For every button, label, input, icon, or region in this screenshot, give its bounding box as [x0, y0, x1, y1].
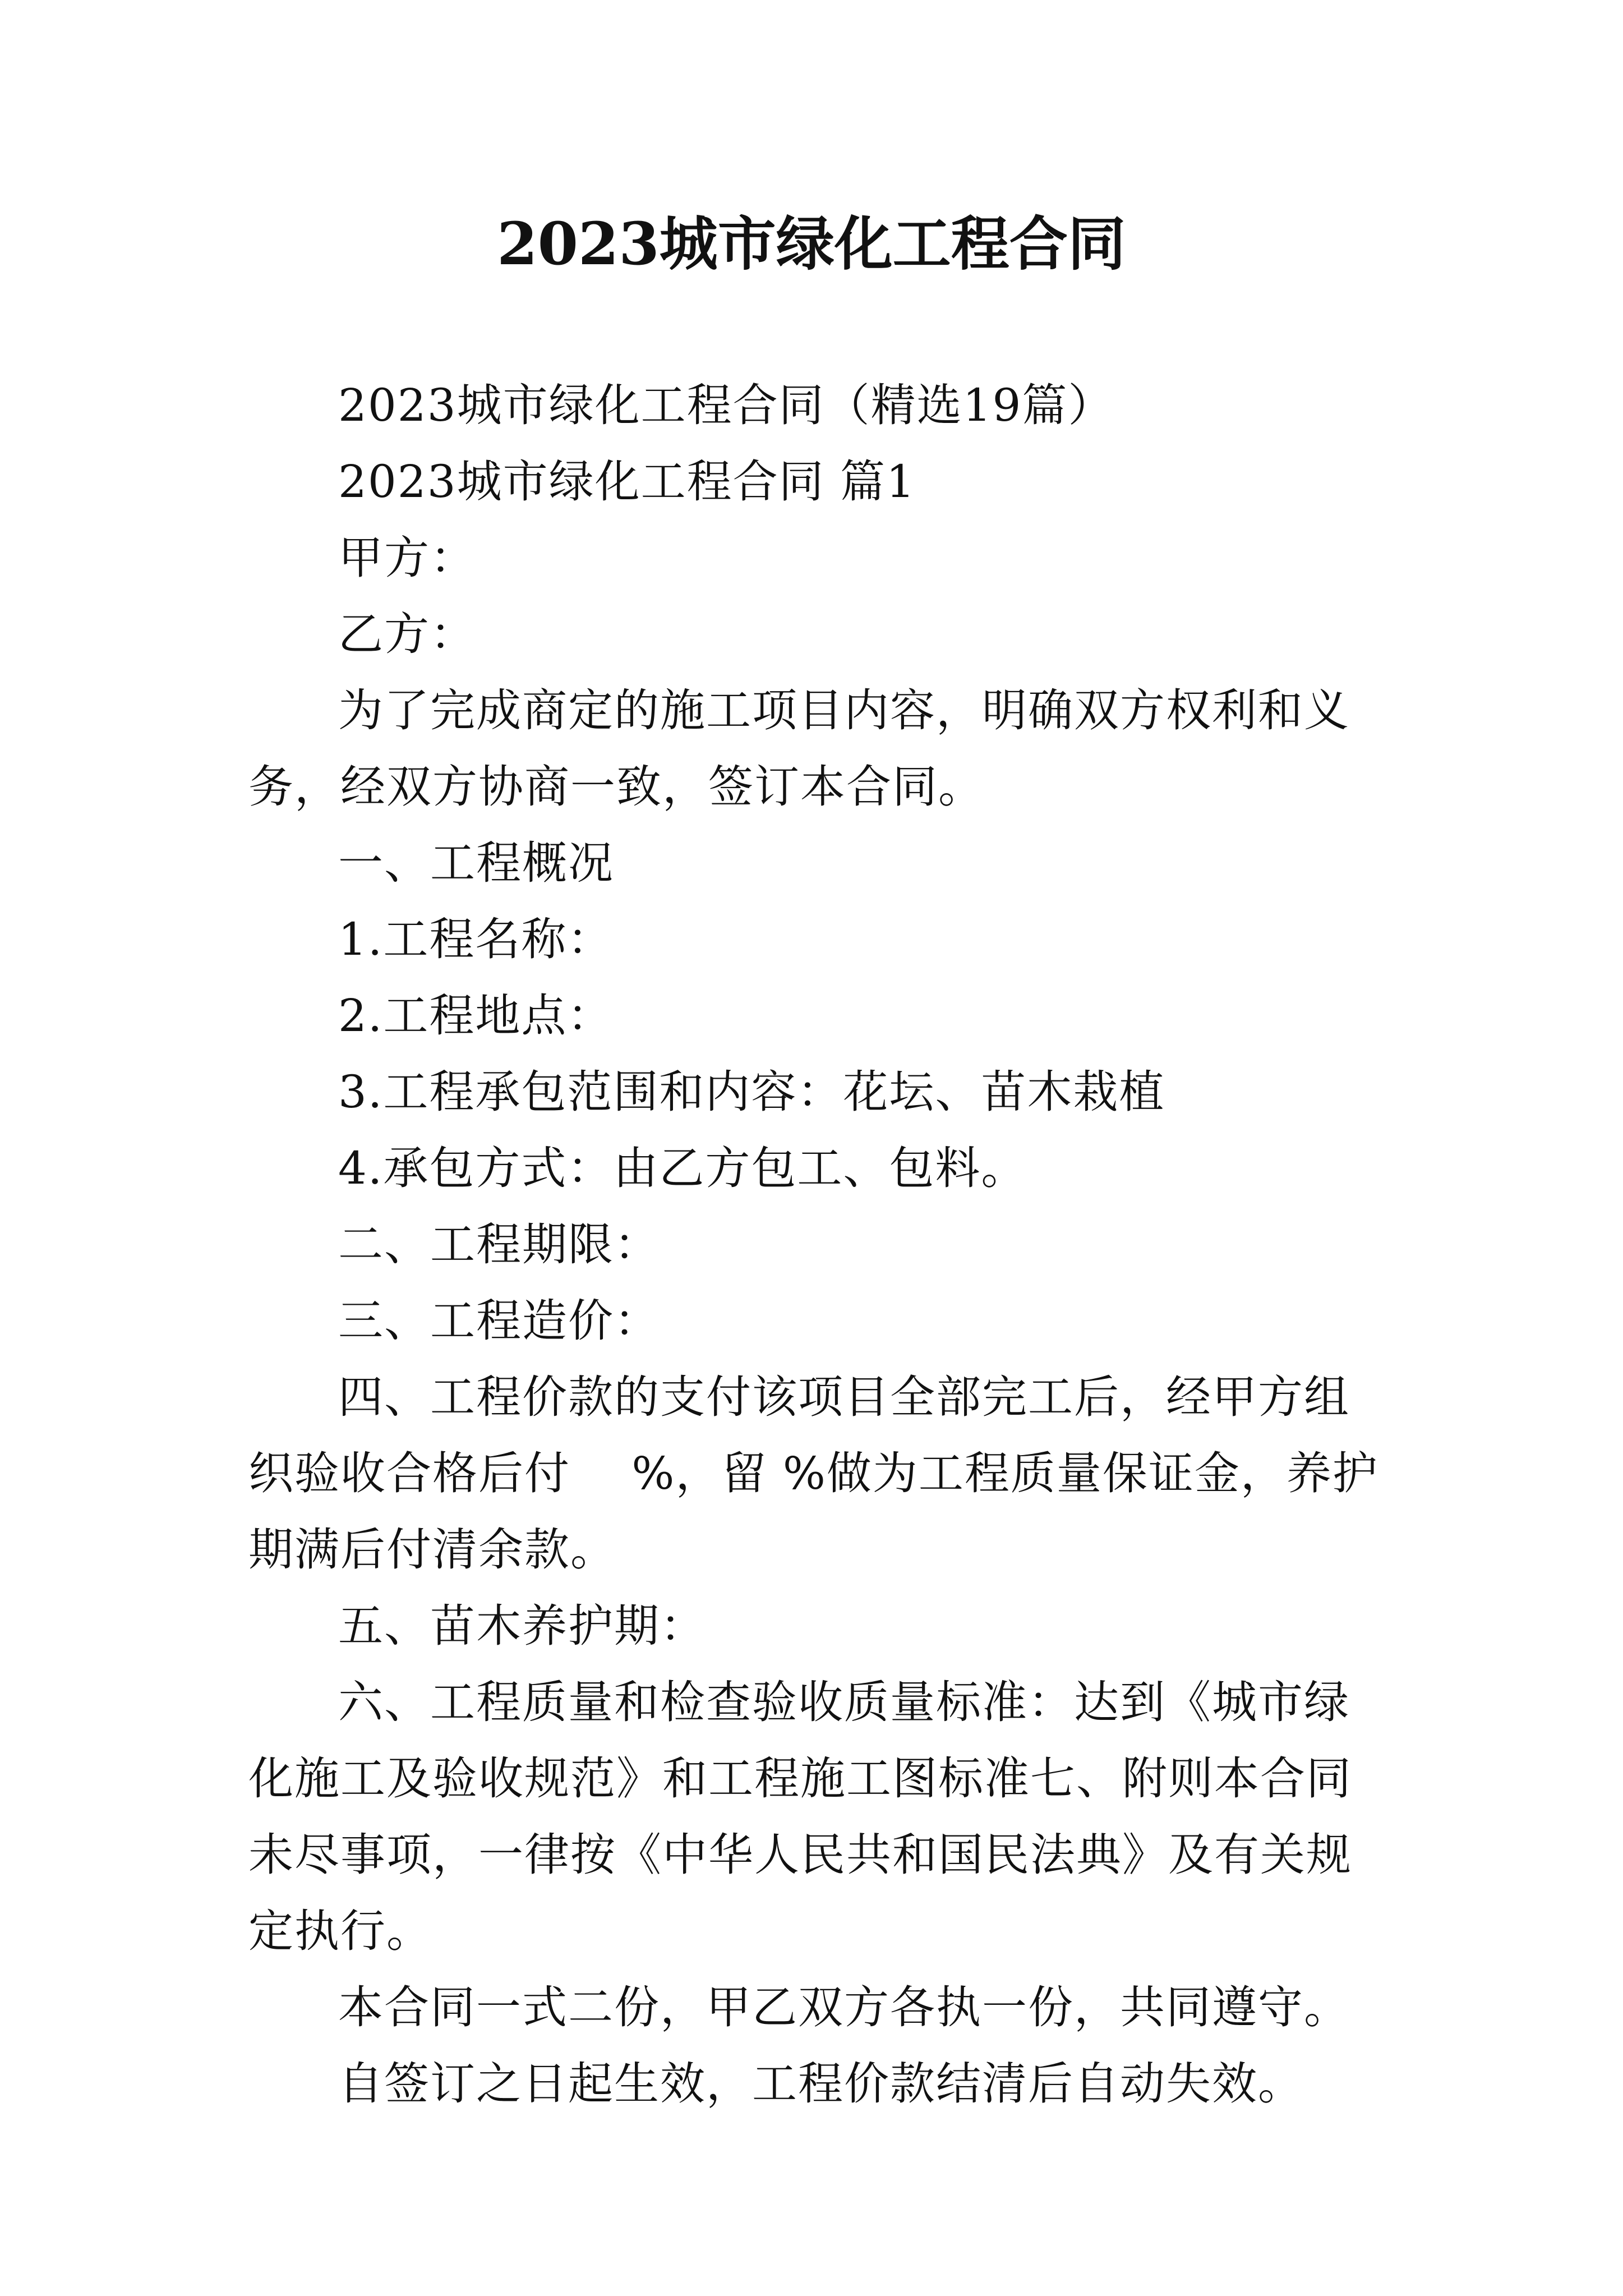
payment-clause: 四、工程价款的支付该项目全部完工后，经甲方组织验收合格后付 %，留 %做为工程质量保证金，养护期满后付清余款。: [248, 1371, 1378, 1576]
document-body: [248, 367, 1381, 2122]
intro-paragraph: 为了完成商定的施工项目内容，明确双方权利和义务，经双方协商一致，签订本合同。: [248, 684, 1350, 813]
clause-heading: 一、工程概况: [338, 837, 614, 889]
clause-item: 2.工程地点：: [338, 990, 614, 1042]
quality-clause: 六、工程质量和检查验收质量标准：达到《城市绿化施工及验收规范》和工程施工图标准七、附则本合同未尽事项，一律按《中华人民共和国民法典》及有关规定执行。: [248, 1676, 1352, 1957]
subtitle-paragraph: 2023城市绿化工程合同（精选19篇）: [338, 379, 1114, 431]
clause-heading: 三、工程造价：: [338, 1295, 660, 1347]
party-b-line: 乙方：: [338, 608, 476, 660]
clause-heading: 二、工程期限：: [338, 1218, 660, 1271]
copies-clause: 本合同一式二份，甲乙双方各执一份，共同遵守。: [338, 1981, 1350, 2033]
clause-item: 1.工程名称：: [338, 913, 614, 965]
clause-item: 4.承包方式：由乙方包工、包料。: [338, 1142, 1027, 1194]
party-a-line: 甲方：: [338, 532, 476, 584]
document-title: 2023城市绿化工程合同: [497, 209, 1126, 278]
effective-clause: 自签订之日起生效，工程价款结清后自动失效。: [338, 2058, 1304, 2110]
clause-heading: 五、苗木养护期：: [338, 1600, 706, 1652]
section-heading: 2023城市绿化工程合同 篇1: [338, 455, 916, 508]
clause-item: 3.工程承包范围和内容：花坛、苗木栽植: [338, 1066, 1165, 1118]
